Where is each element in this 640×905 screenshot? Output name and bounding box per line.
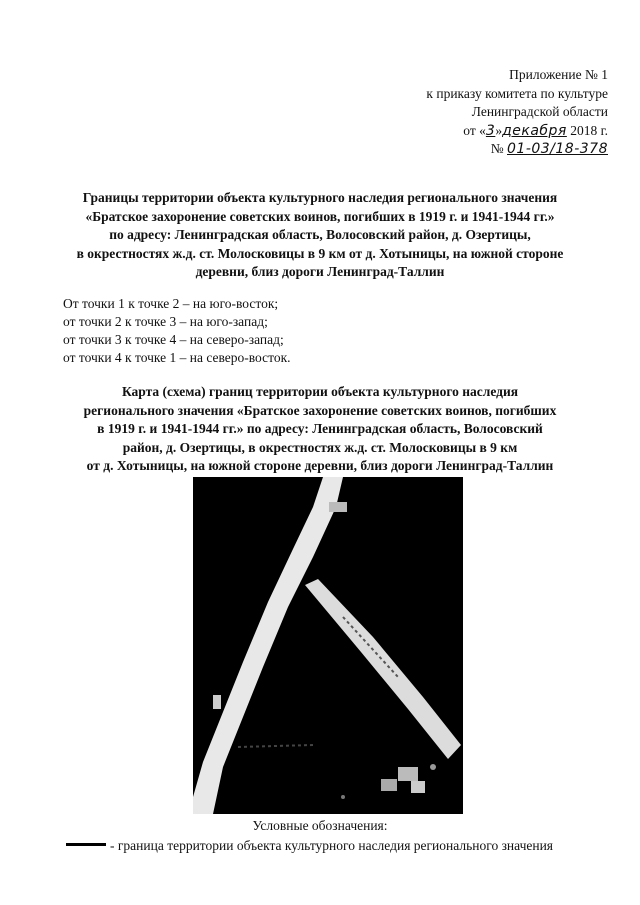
map-image [193,477,463,814]
date-day: 3 [485,122,496,139]
map-title-line: в 1919 г. и 1941-1944 гг.» по адресу: Ленинградская область, Волосовский [97,421,543,436]
appendix-region: Ленинградской области [471,104,608,119]
boundary-map [193,477,463,814]
appendix-date [348,122,608,141]
legend-item [66,838,553,854]
number-value: 01-03/18-378 [507,141,608,157]
date-prefix: от « [463,122,486,138]
building [213,695,221,709]
legend-title: Условные обозначения: [252,818,388,833]
date-mid: » [495,122,503,138]
map-point [430,764,436,770]
building [398,767,418,781]
map-title-line: район, д. Озертицы, в окрестностях ж.д. ст. Молосковицы в 9 км [122,439,518,455]
boundary-directions [63,295,291,367]
building [411,781,425,793]
legend-item-text: - граница территории объекта культурного наследия регионального значения [110,838,554,853]
appendix-title: Приложение № 1 [509,67,608,82]
date-month: декабря [502,122,567,139]
map-title [55,383,585,476]
map-title-line: Карта (схема) границ территории объекта культурного наследия [121,384,519,399]
appendix-order-ref: к приказу комитета по культуре [426,85,608,101]
map-point [341,795,345,799]
document-title [40,189,600,282]
title-line: Границы территории объекта культурного наследия регионального значения [82,190,558,205]
direction-line: От точки 1 к точке 2 – на юго-восток; [63,296,279,311]
map-marker [329,502,347,512]
map-title-line: регионального значения «Братское захоронение советских воинов, погибших [83,402,557,418]
title-line: по адресу: Ленинградская область, Волосовский район, д. Озертицы, [109,227,531,242]
title-line: в окрестностях ж.д. ст. Молосковицы в 9 км от д. Хотыницы, на южной стороне [76,245,564,261]
map-title-line: от д. Хотыницы, на южной стороне деревни, близ дороги Ленинград-Таллин [86,458,554,473]
number-prefix: № [490,141,507,156]
title-line: деревни, близ дороги Ленинград-Таллин [195,264,445,279]
boundary-line-symbol [66,843,106,846]
appendix-number [348,140,608,159]
appendix-block [348,66,608,159]
direction-line: от точки 2 к точке 3 – на юго-запад; [63,314,268,329]
date-year: 2018 г. [566,122,608,138]
direction-line: от точки 3 к точке 4 – на северо-запад; [63,332,284,347]
direction-line: от точки 4 к точке 1 – на северо-восток. [63,350,291,365]
title-line: «Братское захоронение советских воинов, погибших в 1919 г. и 1941-1944 гг.» [85,208,555,224]
building [381,779,397,791]
